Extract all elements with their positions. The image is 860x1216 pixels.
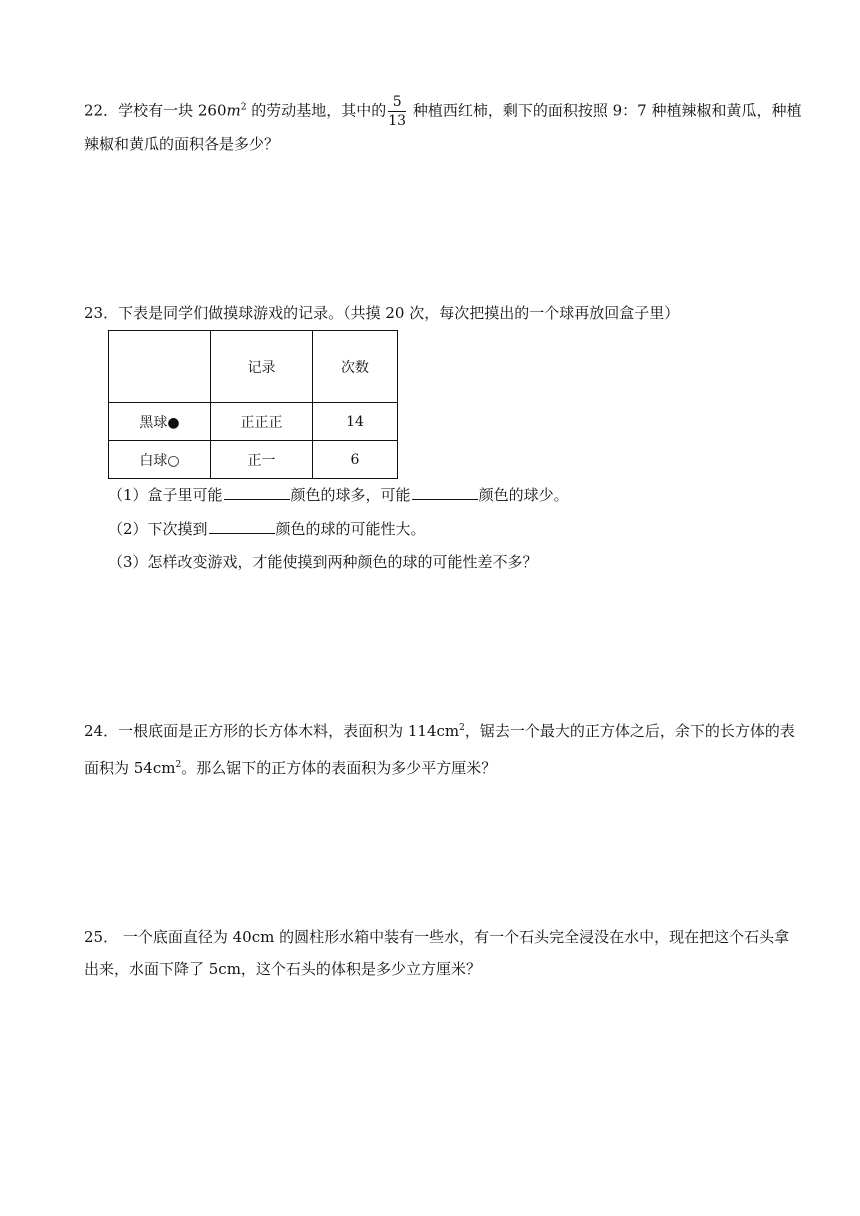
superscript: 2 [240,102,247,113]
question-text: 下表是同学们做摸球游戏的记录。（共摸 20 次，每次把摸出的一个球再放回盒子里） [118,304,680,322]
question-text: 一个底面直径为 40cm 的圆柱形水箱中装有一些水，有一个石头完全浸没在水中，现在把这个石头拿 [118,928,790,946]
table-header-cell [109,331,211,403]
sub-question-text: （1）盒子里可能 [108,486,223,504]
record-table [108,330,398,479]
question-23-part-3: （3）怎样改变游戏，才能使摸到两种颜色的球的可能性差不多？ [108,553,538,571]
question-22-line2: 辣椒和黄瓜的面积各是多少？ [84,135,280,153]
question-text: 。那么锯下的正方体的表面积为多少平方厘米？ [181,759,497,777]
question-22 [84,94,801,129]
question-text: 一根底面是正方形的长方体木料，表面积为 114cm [118,722,460,740]
sub-question-text: 颜色的球少。 [478,486,569,504]
question-24 [84,720,795,742]
answer-blank[interactable] [224,484,290,500]
question-number: 24． [84,722,119,740]
question-text: 的劳动基地，其中的 [246,101,387,120]
table-cell: 正一 [211,441,313,479]
fraction-denominator: 13 [388,113,407,129]
sub-question-text: 颜色的球多，可能 [290,486,411,504]
question-25 [84,926,789,948]
question-number: 25． [84,928,119,946]
fraction-numerator: 5 [388,94,406,112]
table-cell: 14 [313,403,398,441]
answer-blank[interactable] [209,518,275,534]
question-23-part-1 [108,484,569,506]
table-cell: 黑球● [109,403,211,441]
question-text: 学校有一块 260 [118,101,227,120]
question-number: 23． [84,304,119,322]
question-23 [84,302,679,324]
superscript: 2 [175,760,182,770]
table-header-row [109,331,398,403]
question-24-line2 [84,757,496,779]
question-25-line2: 出来，水面下降了 5cm，这个石头的体积是多少立方厘米？ [84,960,481,978]
superscript: 2 [459,723,465,733]
table-row [109,403,398,441]
question-text: 面积为 54cm [84,759,176,777]
answer-blank[interactable] [412,484,478,500]
table-header-cell: 次数 [313,331,398,403]
fraction [388,94,406,129]
unit-m: m [226,101,241,120]
sub-question-text: 颜色的球的可能性大。 [275,520,426,538]
question-text: ，锯去一个最大的正方体之后，余下的长方体的表 [464,722,795,740]
table-cell: 6 [313,441,398,479]
table-header-cell: 记录 [211,331,313,403]
question-number: 22． [84,101,119,120]
table-cell: 正正正 [211,403,313,441]
table-row [109,441,398,479]
table-cell: 白球○ [109,441,211,479]
question-23-part-2 [108,518,426,540]
question-text: 种植西红柿，剩下的面积按照 9：7 种植辣椒和黄瓜，种植 [408,101,802,120]
sub-question-text: （2）下次摸到 [108,520,208,538]
